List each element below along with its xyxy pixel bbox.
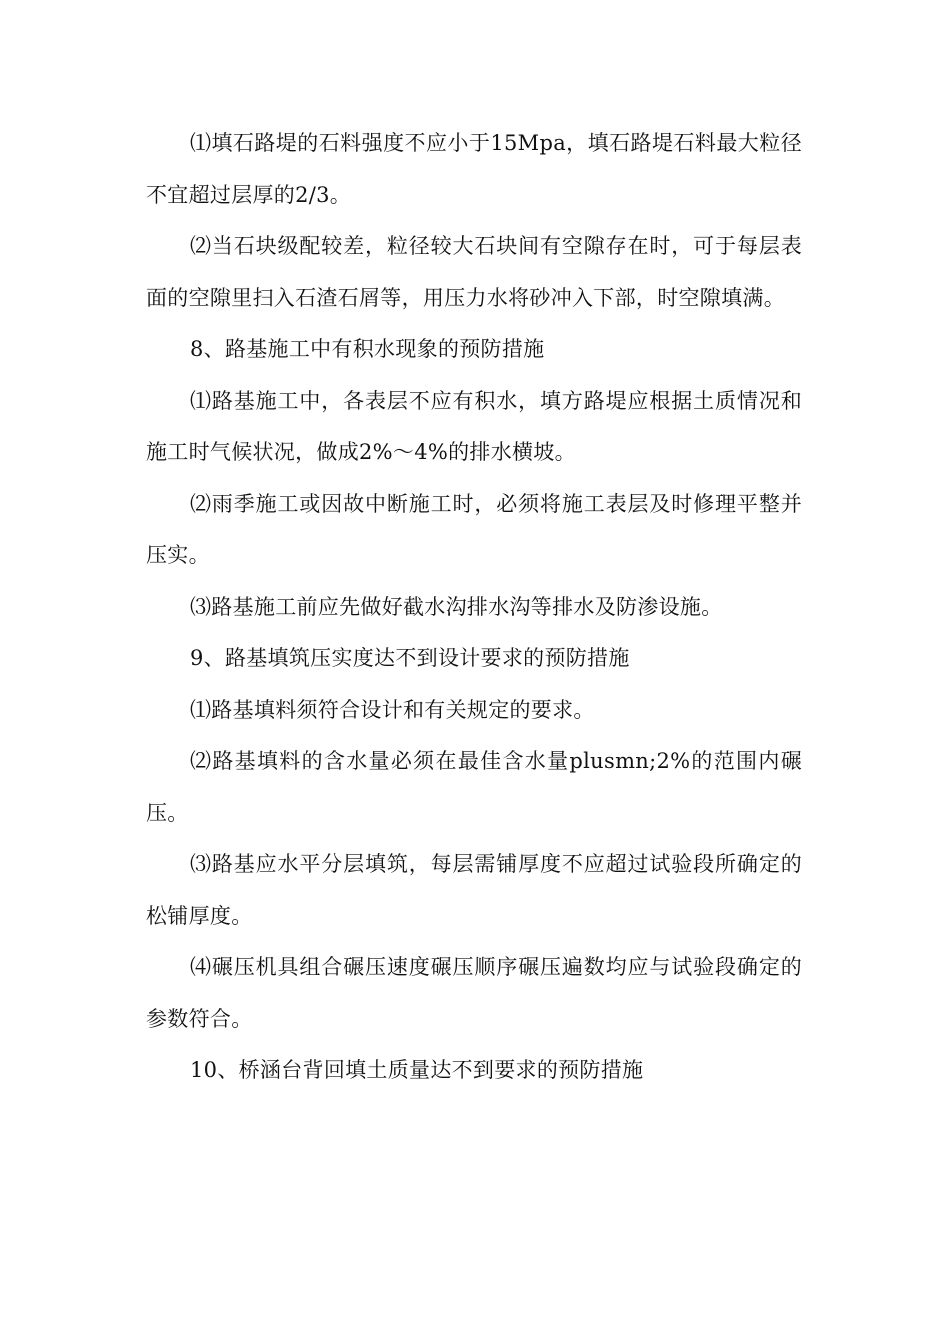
paragraph-layer-thickness: ⑶路基应水平分层填筑，每层需铺厚度不应超过试验段所确定的松铺厚度。 — [146, 852, 802, 928]
document-body — [146, 118, 802, 1097]
paragraph-fill-material: ⑴路基填料须符合设计和有关规定的要求。 — [190, 697, 595, 722]
heading-bridge-backfill: 10、桥涵台背回填土质量达不到要求的预防措施 — [190, 1058, 644, 1082]
paragraph-moisture-content: ⑵路基填料的含水量必须在最佳含水量plusmn;2%的范围内碾压。 — [146, 749, 802, 825]
paragraph-fill-stone-strength: ⑴填石路堤的石料强度不应小于15Mpa，填石路堤石料最大粒径不宜超过层厚的2/3。 — [146, 131, 802, 207]
paragraph-rolling-parameters: ⑷碾压机具组合碾压速度碾压顺序碾压遍数均应与试验段确定的参数符合。 — [146, 955, 802, 1031]
heading-water-accumulation: 8、路基施工中有积水现象的预防措施 — [190, 337, 545, 361]
paragraph-rainy-season: ⑵雨季施工或因故中断施工时，必须将施工表层及时修理平整并压实。 — [146, 491, 802, 567]
paragraph-drainage-slope: ⑴路基施工中，各表层不应有积水，填方路堤应根据土质情况和施工时气候状况，做成2%～4%的排水横坡。 — [146, 388, 802, 464]
paragraph-drainage-ditches: ⑶路基施工前应先做好截水沟排水沟等排水及防渗设施。 — [190, 594, 723, 619]
heading-compaction: 9、路基填筑压实度达不到设计要求的预防措施 — [190, 646, 630, 670]
paragraph-stone-gradation: ⑵当石块级配较差，粒径较大石块间有空隙存在时，可于每层表面的空隙里扫入石渣石屑等，用压力水将砂冲入下部，时空隙填满。 — [146, 234, 802, 310]
